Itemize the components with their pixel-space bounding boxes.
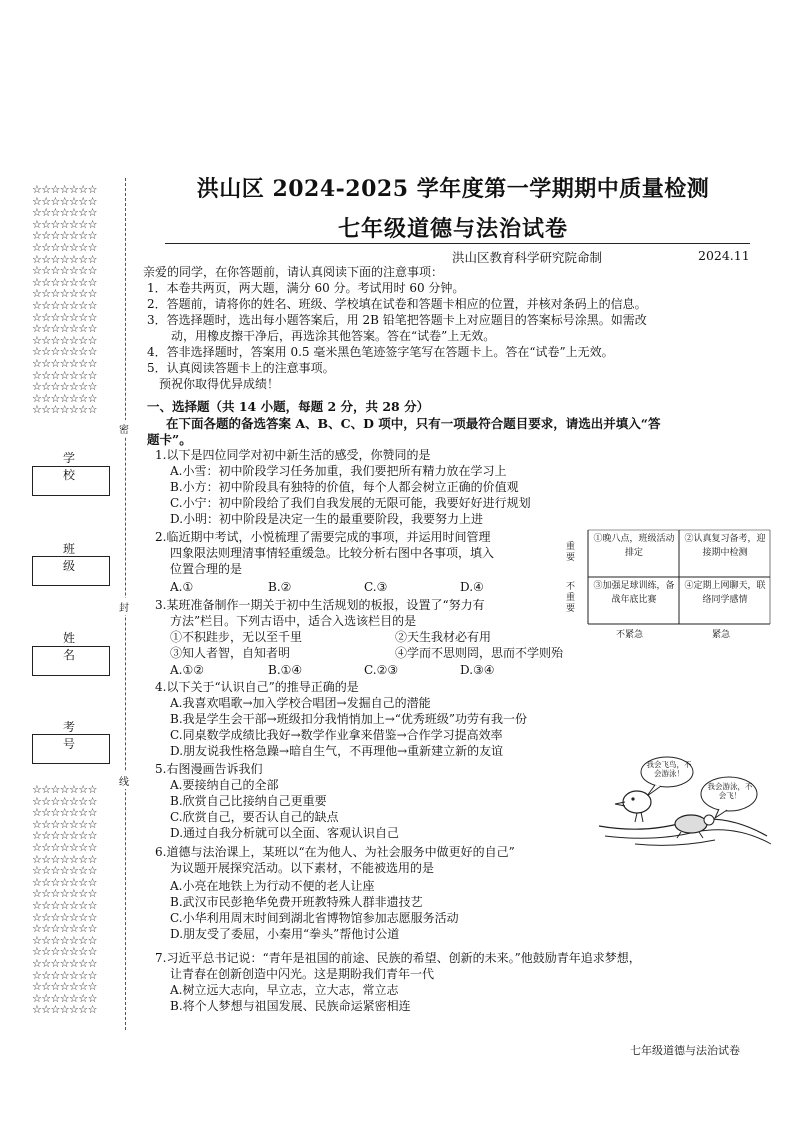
- notice-item: 2．答题前，请将你的姓名、班级、学校填在试卷和答题卡相应的位置，并核对条码上的信息。: [147, 297, 647, 311]
- answer-option: D.④: [460, 580, 484, 594]
- question-stem: 3.某班准备制作一期关于初中生活规划的板报，设置了“努力有: [155, 598, 485, 612]
- question-stem: 4.以下关于“认识自己”的推导正确的是: [155, 680, 359, 694]
- answer-option: C.②③: [364, 663, 399, 677]
- answer-option: C.欣赏自己，要否认自己的缺点: [170, 810, 339, 824]
- class-field[interactable]: [32, 556, 110, 586]
- school-label: 学 校: [62, 451, 95, 482]
- question-stem: 1.以下是四位同学对初中新生活的感受，你赞同的是: [155, 448, 431, 462]
- question-stem: 为议题开展探究活动。以下素材，不能被选用的是: [170, 861, 435, 875]
- answer-option: A.树立远大志向，早立志，立大志，常立志: [170, 983, 399, 997]
- answer-option: D.通过自我分析就可以全面、客观认识自己: [170, 826, 400, 840]
- answer-option: C.小华利用周末时间到湖北省博物馆参加志愿服务活动: [170, 911, 459, 925]
- name-label: 姓 名: [62, 631, 95, 662]
- time-management-quadrant-chart: [564, 526, 774, 646]
- quote-item: ③知人者智，自知者明: [170, 646, 291, 660]
- answer-option: B.我是学生会干部→班级扣分我悄悄加上→“优秀班级”功劳有我一份: [170, 712, 528, 726]
- quadrant-cell-4: ④定期上网聊天，联络同学感情: [684, 581, 766, 605]
- binding-seal-bottom: 线: [119, 772, 129, 789]
- answer-option: B.将个人梦想与祖国发展、民族命运紧密相连: [170, 999, 411, 1013]
- section-heading: 一、选择题（共 14 小题，每题 2 分，共 28 分）: [147, 399, 430, 414]
- exam-number-field[interactable]: [32, 734, 110, 764]
- page-footer: 七年级道德与法治试卷: [630, 1044, 740, 1057]
- answer-option: B.②: [268, 580, 292, 594]
- quadrant-cell-3: ③加强足球训练，备战年底比赛: [593, 581, 675, 605]
- notice-intro: 亲爱的同学，在你答题前，请认真阅读下面的注意事项：: [143, 265, 444, 279]
- question-stem: 6.道德与法治课上，某班以“在为他人、为社会服务中做更好的自己”: [155, 845, 515, 859]
- bird-turtle-cartoon: [595, 752, 775, 852]
- y-label-not-important: 不重要: [566, 582, 576, 614]
- x-label-not-urgent: 不紧急: [616, 630, 644, 640]
- question-stem: 四象限法则理清事情轻重缓急。比较分析右图中各事项，填入: [170, 546, 495, 560]
- issuer-text: 洪山区教育科学研究院命制: [452, 250, 603, 265]
- answer-option: A.要接纳自己的全部: [170, 778, 279, 792]
- answer-option: C.同桌数学成绩比我好→数学作业拿来借鉴→合作学习提高效率: [170, 728, 503, 742]
- name-field[interactable]: [32, 646, 110, 676]
- quote-item: ①不积跬步，无以至千里: [170, 630, 303, 644]
- y-label-important: 重要: [566, 542, 576, 563]
- notice-item: 5．认真阅读答题卡上的注意事项。: [147, 361, 335, 375]
- answer-option: B.欣赏自己比接纳自己更重要: [170, 794, 327, 808]
- question-stem: 让青春在创新创造中闪光。这是期盼我们青年一代: [170, 967, 435, 981]
- question-stem: 5.右图漫画告诉我们: [155, 762, 263, 776]
- notice-item: 动，用橡皮擦干净后，再选涂其他答案。答在“试卷”上无效。: [147, 329, 496, 343]
- quote-item: ②天生我材必有用: [395, 630, 492, 644]
- answer-option: C.小宁：初中阶段给了我们自我发展的无限可能，我要好好进行规划: [170, 496, 531, 510]
- section-instruction: 在下面各题的备选答案 A、B、C、D 项中，只有一项最符合题目要求，请选出并填入“答: [166, 416, 661, 431]
- answer-option: A.①: [170, 580, 194, 594]
- answer-option: A.①②: [170, 663, 204, 677]
- exam-title-sub: 七年级道德与法治试卷: [337, 216, 568, 242]
- quadrant-cell-1: ①晚八点，班级活动排定: [593, 534, 675, 558]
- answer-option: D.朋友说我性格急躁→暗自生气，不再理他→重新建立新的友谊: [170, 744, 504, 758]
- star-border-top: ☆☆☆☆☆☆☆ ☆☆☆☆☆☆☆ ☆☆☆☆☆☆☆ ☆☆☆☆☆☆☆ ☆☆☆☆☆☆☆ ☆☆☆☆☆☆☆ ☆☆☆☆☆☆☆ ☆☆☆☆☆☆☆ ☆☆☆☆☆☆☆ ☆☆☆☆☆☆☆ ☆☆☆☆☆☆☆ ☆☆☆☆☆☆☆ ☆☆☆☆☆☆☆ ☆☆☆☆☆☆☆ ☆☆☆☆☆☆☆ ☆☆☆☆☆☆☆ ☆☆☆☆☆☆☆ ☆☆☆☆☆☆☆ ☆☆☆☆☆☆☆ ☆☆☆☆☆☆☆: [32, 183, 97, 417]
- notice-item: 1．本卷共两页，两大题，满分 60 分。考试用时 60 分钟。: [147, 281, 465, 295]
- answer-option: A.小亮在地铁上为行动不便的老人让座: [170, 879, 375, 893]
- answer-option: B.武汉市民彭艳华免费开班教特殊人群非遗技艺: [170, 895, 423, 909]
- answer-option: A.小雪：初中阶段学习任务加重，我们要把所有精力放在学习上: [170, 464, 507, 478]
- answer-option: D.朋友受了委屈，小秦用“拳头”帮他讨公道: [170, 927, 400, 941]
- exam-title-main: 洪山区 2024-2025 学年度第一学期期中质量检测: [196, 176, 710, 202]
- bird-speech-bubble: 我会飞鸟，不会游泳！: [646, 760, 692, 778]
- answer-option: D.③④: [460, 663, 495, 677]
- notice-item: 3．答选择题时，选出每小题答案后，用 2B 铅笔把答题卡上对应题目的答案标号涂黑。如需改: [147, 313, 647, 327]
- binding-seal-top: 密: [119, 420, 129, 437]
- notice-item: 4．答非选择题时，答案用 0.5 毫米黑色笔迹签字笔写在答题卡上。答在“试卷”上无效。: [147, 345, 614, 359]
- title-divider: [165, 243, 750, 244]
- question-stem: 7.习近平总书记说：“青年是祖国的前途、民族的希望、创新的未来。”他鼓励青年追求梦想，: [155, 951, 641, 965]
- x-label-urgent: 紧急: [712, 630, 731, 640]
- star-border-bottom: ☆☆☆☆☆☆☆ ☆☆☆☆☆☆☆ ☆☆☆☆☆☆☆ ☆☆☆☆☆☆☆ ☆☆☆☆☆☆☆ ☆☆☆☆☆☆☆ ☆☆☆☆☆☆☆ ☆☆☆☆☆☆☆ ☆☆☆☆☆☆☆ ☆☆☆☆☆☆☆ ☆☆☆☆☆☆☆ ☆☆☆☆☆☆☆ ☆☆☆☆☆☆☆ ☆☆☆☆☆☆☆ ☆☆☆☆☆☆☆ ☆☆☆☆☆☆☆ ☆☆☆☆☆☆☆ ☆☆☆☆☆☆☆ ☆☆☆☆☆☆☆ ☆☆☆☆☆☆☆: [32, 783, 97, 1017]
- answer-option: D.小明：初中阶段是决定一生的最重要阶段，我要努力上进: [170, 512, 484, 526]
- issue-date: 2024.11: [698, 248, 750, 263]
- class-label: 班 级: [62, 542, 95, 573]
- section-instruction: 题卡”。: [147, 432, 192, 447]
- binding-seal-middle: 封: [119, 598, 129, 615]
- quote-item: ④学而不思则罔，思而不学则殆: [395, 646, 564, 660]
- notice-item: 预祝你取得优异成绩！: [147, 377, 280, 391]
- answer-option: A.我喜欢唱歌→加入学校合唱团→发掘自己的潜能: [170, 696, 431, 710]
- exam-number-label: 考 号: [62, 720, 95, 751]
- turtle-speech-bubble: 我会游泳，不会飞！: [707, 782, 753, 800]
- question-stem: 位置合理的是: [170, 562, 243, 576]
- answer-option: B.①④: [268, 663, 303, 677]
- school-field[interactable]: [32, 466, 110, 496]
- answer-option: B.小方：初中阶段具有独特的价值，每个人都会树立正确的价值观: [170, 480, 519, 494]
- question-stem: 方法”栏目。下列古语中，适合入选该栏目的是: [170, 614, 417, 628]
- answer-option: C.③: [364, 580, 388, 594]
- question-stem: 2.临近期中考试，小悦梳理了需要完成的事项，并运用时间管理: [155, 530, 491, 544]
- quadrant-cell-2: ②认真复习备考，迎接期中检测: [684, 534, 766, 558]
